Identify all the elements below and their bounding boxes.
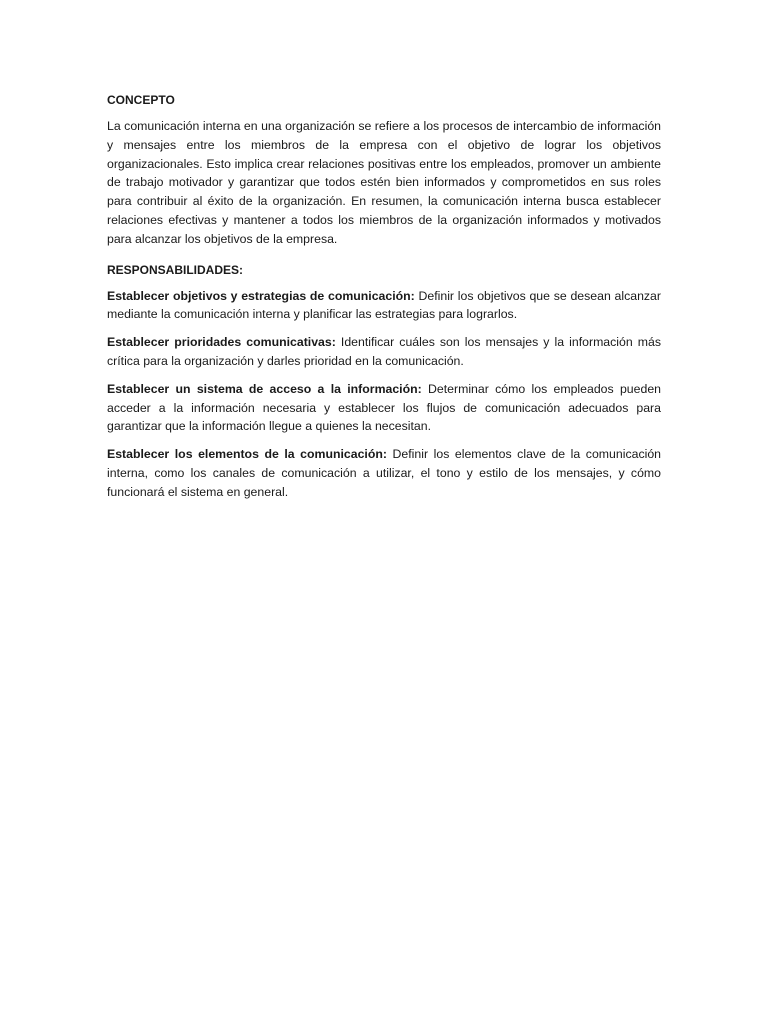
responsibility-lead: Establecer un sistema de acceso a la información: [107,381,422,396]
concept-paragraph: La comunicación interna en una organización se refiere a los procesos de intercambio de información y mensajes entre los miembros de la empresa con el objetivo de lograr los objetivos organizacionales. Esto implica crear relaciones positivas entre los empleados, promover un ambiente de trabajo motivador y garantizar que todos estén bien informados y comprometidos en sus roles para contribuir al éxito de la organización. En resumen, la comunicación interna busca establecer relaciones efectivas y mantener a todos los miembros de la organización informados y motivados para alcanzar los objetivos de la empresa. [107,119,661,246]
responsibility-item [107,445,661,501]
responsibility-text: Definir los elementos clave de la comunicación interna, como los canales de comunicación a utilizar, el tono y estilo de los mensajes, y cómo funcionará el sistema en general. [107,447,661,499]
responsibility-text: Identificar cuáles son los mensajes y la información más crítica para la organización y darles prioridad en la comunicación. [107,335,662,368]
responsibility-lead: Establecer objetivos y estrategias de comunicación: [107,288,415,303]
responsibility-item [107,380,661,436]
responsibility-text: Definir los objetivos que se desean alcanzar mediante la comunicación interna y planificar las estrategias para lograrlos. [107,288,661,322]
responsibility-text: Determinar cómo los empleados pueden acceder a la información necesaria y establecer los flujos de comunicación adecuados para garantizar que la información llegue a quienes la necesitan. [107,381,661,434]
concept-heading: CONCEPTO [107,93,175,107]
responsibility-lead: Establecer prioridades comunicativas: [107,335,336,350]
responsibility-item [107,287,661,325]
responsibilities-heading: RESPONSABILIDADES: [107,262,244,277]
responsibility-lead: Establecer los elementos de la comunicación: [107,447,387,462]
responsibility-item [107,333,661,371]
